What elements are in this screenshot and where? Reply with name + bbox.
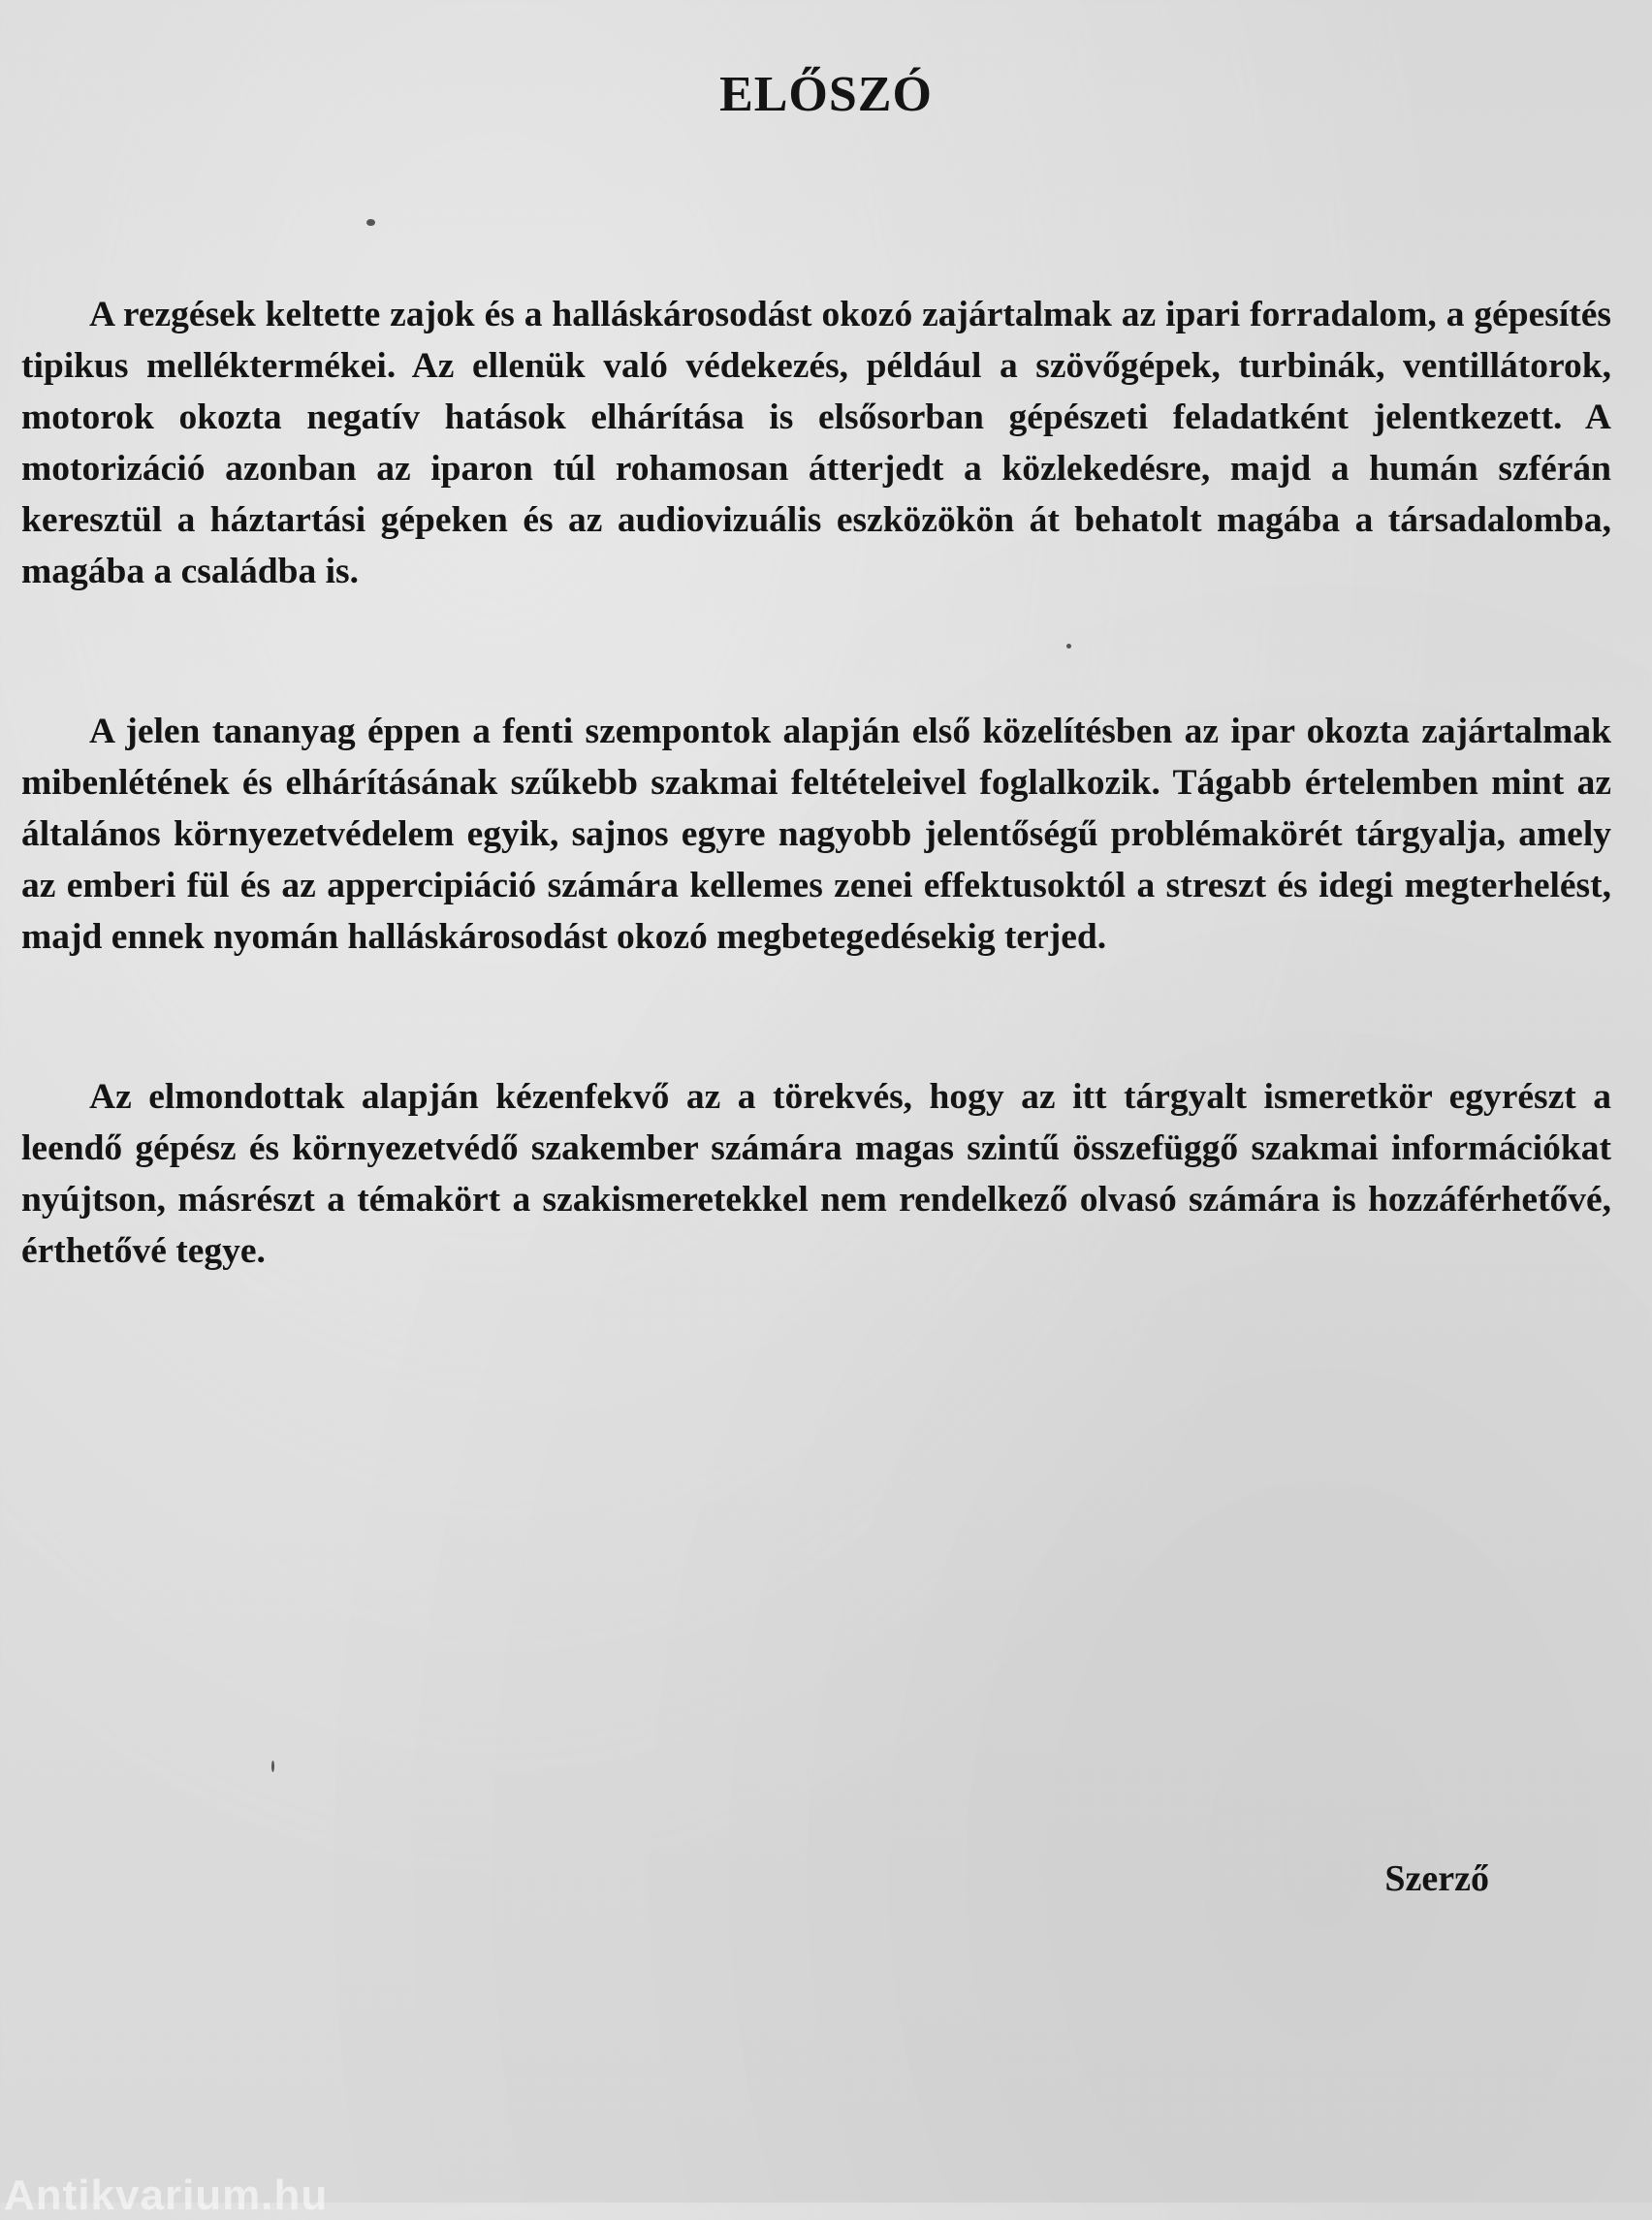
paragraph-3: Az elmondottak alapján kézenfekvő az a törekvés, hogy az itt tárgyalt ismeretkör egyrészt a leendő gépész és környezetvédő szakember számára magas szintű összefüggő szakmai információkat nyújtson, másrészt a témakört a szakismeretekkel nem rendelkező olvasó számára is hozzáférhetővé, érthetővé tegye. [21,1077,1611,1271]
author-signature: Szerző [1384,1858,1489,1899]
watermark-text: Antikvarium.hu [4,2172,329,2219]
page-title: ELŐSZÓ [719,67,933,122]
paper-speck [271,1760,274,1772]
preface-body [21,289,1611,1385]
paper-speck [366,219,375,226]
paper-speck [1066,644,1071,649]
paragraph-1: A rezgések keltette zajok és a halláskárosodást okozó zajártalmak az ipari forradalom, a gépesítés tipikus melléktermékei. Az ellenük való védekezés, például a szövőgépek, turbinák, ventillátorok, motorok okozta negatív hatások elhárítása is elsősorban gépészeti feladatként jelentkezett. A motorizáció azonban az iparon túl rohamosan átterjedt a közlekedésre, majd a humán szférán keresztül a háztartási gépeken és az audiovizuális eszközökön át behatolt magába a társadalomba, magába a családba is. [21,295,1611,591]
paragraph-2: A jelen tananyag éppen a fenti szempontok alapján első közelítésben az ipar okozta zajártalmak mibenlétének és elhárításának szűkebb szakmai feltételeivel foglalkozik. Tágabb értelemben mint az általános környezetvédelem egyik, sajnos egyre nagyobb jelentőségű problémakörét tárgyalja, amely az emberi fül és az appercipiáció számára kellemes zenei effektusoktól a streszt és idegi megterhelést, majd ennek nyomán halláskárosodást okozó megbetegedésekig terjed. [21,712,1611,957]
